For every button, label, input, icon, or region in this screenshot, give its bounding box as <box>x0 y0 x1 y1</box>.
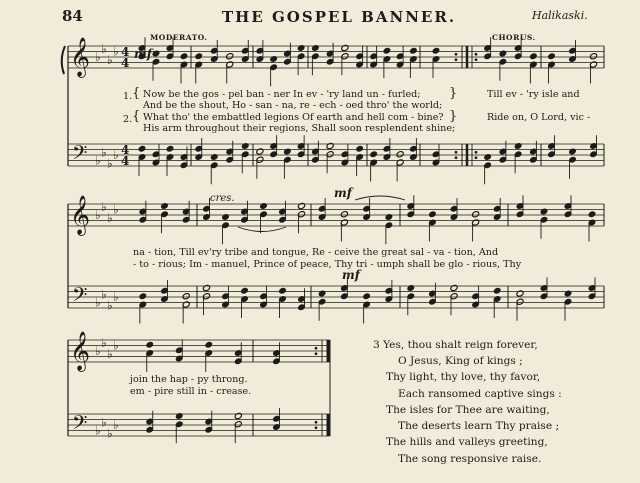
note-head <box>409 47 417 54</box>
note-head <box>138 145 146 152</box>
note-head <box>139 293 147 300</box>
note-head <box>210 153 218 160</box>
treble-staff <box>68 204 604 226</box>
note-head <box>283 148 291 155</box>
lyric-brace-close-1: } <box>449 86 458 101</box>
note-head <box>432 47 440 54</box>
tie <box>355 196 405 200</box>
key-signature-flat: ♭ <box>95 208 101 222</box>
note-head <box>564 290 572 297</box>
stanza-line: 3 Yes, thou shalt reign forever, <box>373 339 538 351</box>
bass-staff <box>68 144 604 166</box>
stanza-line: The deserts learn Thy praise ; <box>398 420 560 432</box>
note-head <box>240 287 248 294</box>
key-signature-flat: ♭ <box>101 145 107 160</box>
key-signature-flat: ♭ <box>107 156 113 171</box>
note-head <box>256 148 264 155</box>
note-head <box>152 50 160 57</box>
lyric-line: Now be the gos - pel ban - ner In ev - 'ry land un - furled; <box>143 89 421 100</box>
note-head <box>269 55 277 62</box>
crescendo-marking: cres. <box>210 193 235 204</box>
lyric-line: His arm throughout their regions, Shall soon resplendent shine; <box>143 123 456 134</box>
note-head <box>202 284 210 291</box>
key-signature-flat: ♭ <box>107 298 113 313</box>
key-signature-flat: ♭ <box>101 199 107 214</box>
repeat-dot <box>455 58 458 61</box>
key-signature-flat: ♭ <box>107 426 113 441</box>
stanza-line: The isles for Thee are waiting, <box>386 404 550 416</box>
bass-clef: 𝄢 <box>72 141 88 169</box>
stanza-line: Thy light, thy love, thy favor, <box>386 371 541 383</box>
lyric-line: And be the shout, Ho - san - na, re - ech - oed thro' the world; <box>143 100 443 111</box>
note-head <box>221 213 229 220</box>
key-signature-flat: ♭ <box>101 41 107 56</box>
note-head <box>540 208 548 215</box>
note-head <box>297 202 305 209</box>
note-head <box>362 293 370 300</box>
note-head <box>160 202 168 209</box>
note-head <box>483 153 491 160</box>
note-head <box>428 211 436 218</box>
lyric-line: na - tion, Till ev'ry tribe and tongue, Re - ceive the great sal - va - tion, And <box>133 247 499 258</box>
note-head <box>311 44 319 51</box>
chorus-lyric-line: Till ev - 'ry isle and <box>487 89 580 100</box>
repeat-dot <box>475 151 478 154</box>
lyric-line: em - pire still in - crease. <box>130 386 252 397</box>
note-head <box>514 142 522 149</box>
note-head <box>396 151 404 158</box>
note-head <box>226 53 234 60</box>
note-head <box>341 44 349 51</box>
note-head <box>493 287 501 294</box>
treble-clef: 𝄞 <box>70 195 91 235</box>
time-signature: 4 <box>121 154 130 168</box>
lyric-line: What tho' the embattled legions Of earth and hell com - bine? <box>143 112 444 123</box>
key-signature-flat: ♭ <box>113 338 119 353</box>
time-signature: 4 <box>121 143 130 157</box>
dynamic-mf-2: mf <box>334 186 352 200</box>
lyric-brace-close-2: } <box>449 109 458 124</box>
note-head <box>407 284 415 291</box>
bass-clef: 𝄢 <box>72 283 88 311</box>
tempo-marking: MODERATO. <box>150 33 208 42</box>
note-head <box>318 290 326 297</box>
verse-number-1: 1. <box>123 91 133 102</box>
bass-staff <box>68 286 604 308</box>
note-head <box>471 211 479 218</box>
key-signature-flat: ♭ <box>95 295 101 310</box>
key-signature-flat: ♭ <box>101 415 107 430</box>
note-head <box>180 53 188 60</box>
treble-clef: 𝄞 <box>70 331 91 371</box>
time-signature: 4 <box>121 45 130 59</box>
note-head <box>175 412 183 419</box>
note-head <box>166 145 174 152</box>
note-head <box>234 412 242 419</box>
dynamic-mf-1: mf <box>134 47 152 61</box>
page-number: 84 <box>62 7 83 25</box>
repeat-dot <box>455 53 458 56</box>
system-bracket <box>62 46 65 74</box>
dynamic-mf-3: mf <box>342 268 360 282</box>
note-head <box>589 53 597 60</box>
stanza-line: The song responsive raise. <box>398 453 542 465</box>
treble-clef: 𝄞 <box>70 37 91 77</box>
lyric-brace-open-1: { <box>132 86 141 101</box>
note-head <box>326 142 334 149</box>
note-head <box>529 53 537 60</box>
key-signature-flat: ♭ <box>107 52 113 67</box>
key-signature-flat: ♭ <box>101 287 107 302</box>
note-head <box>516 290 524 297</box>
lyric-brace-open-2: { <box>132 109 141 124</box>
note-head <box>450 284 458 291</box>
repeat-dot <box>475 58 478 61</box>
repeat-dot <box>315 347 318 350</box>
note-head <box>182 293 190 300</box>
repeat-dot <box>475 156 478 159</box>
note-head <box>369 151 377 158</box>
key-signature-flat: ♭ <box>95 50 101 64</box>
key-signature-flat: ♭ <box>95 423 101 438</box>
note-head <box>195 53 203 60</box>
repeat-dot <box>315 421 318 424</box>
note-head <box>297 44 305 51</box>
repeat-dot <box>455 151 458 154</box>
note-head <box>383 47 391 54</box>
key-signature-flat: ♭ <box>95 153 101 168</box>
bass-clef: 𝄢 <box>72 411 88 439</box>
key-signature-flat: ♭ <box>107 210 113 225</box>
verse-number-2: 2. <box>123 114 133 125</box>
repeat-dot <box>315 352 318 355</box>
key-signature-flat: ♭ <box>113 202 119 217</box>
note-head <box>385 213 393 220</box>
repeat-dot <box>455 156 458 159</box>
key-signature-flat: ♭ <box>101 335 107 350</box>
key-signature-flat: ♭ <box>113 148 119 162</box>
lyric-line: - to - rious; Im - manuel, Prince of peace, Thy tri - umph shall be glo - rious, Thy <box>133 259 522 270</box>
note-head <box>241 142 249 149</box>
key-signature-flat: ♭ <box>113 44 119 59</box>
key-signature-flat: ♭ <box>113 290 119 304</box>
repeat-dot <box>475 53 478 56</box>
note-head <box>340 211 348 218</box>
key-signature-flat: ♭ <box>113 418 119 432</box>
repeat-dot <box>315 426 318 429</box>
chorus-lyric-line: Ride on, O Lord, vic - <box>487 112 591 123</box>
slur <box>238 227 286 232</box>
note-head <box>568 148 576 155</box>
note-head <box>205 341 213 348</box>
note-head <box>146 341 154 348</box>
note-head <box>547 53 555 60</box>
note-head <box>278 287 286 294</box>
note-head <box>499 50 507 57</box>
note-head <box>355 145 363 152</box>
key-signature-flat: ♭ <box>107 346 113 361</box>
key-signature-flat: ♭ <box>95 344 101 358</box>
page-title: THE GOSPEL BANNER. <box>222 8 457 26</box>
note-head <box>259 202 267 209</box>
time-signature: 4 <box>121 56 130 70</box>
stanza-line: The hills and valleys greeting, <box>386 436 548 448</box>
tune-name: Halikaski. <box>532 9 588 22</box>
stanza-line: O Jesus, King of kings ; <box>398 355 523 367</box>
chorus-marking: CHORUS. <box>492 33 536 42</box>
lyric-line: join the hap - py throng. <box>130 374 248 385</box>
note-head <box>588 211 596 218</box>
stanza-line: Each ransomed captive sings : <box>398 388 562 400</box>
